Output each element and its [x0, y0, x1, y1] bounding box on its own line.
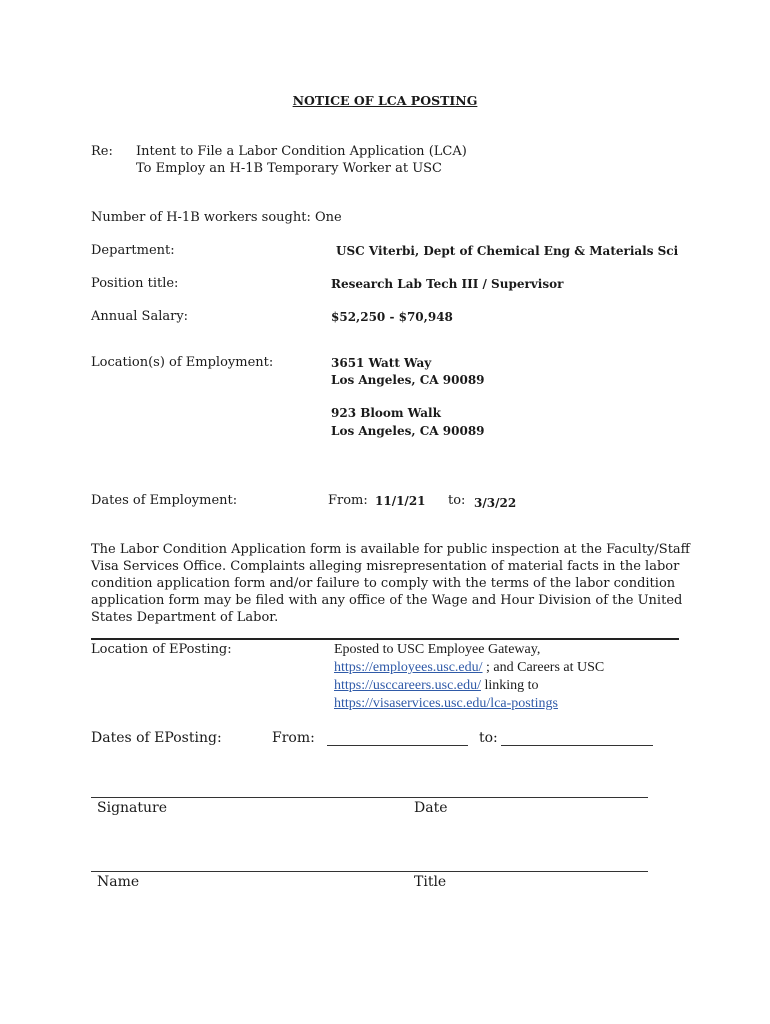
inspection-paragraph: The Labor Condition Application form is available for public inspection at the Faculty/Staff Visa Services Office. Complaints alleging misrepresentation of material facts in the labor condition application form and/or failure to comply with the terms of the labor condition application form may be filed with any office of the Wage and Hour Division of the United States Department of Labor.: [91, 542, 690, 625]
eposting-line-4: [334, 696, 558, 712]
salary-value: $52,250 - $70,948: [331, 310, 453, 324]
dates-employment-from-label: From:: [328, 493, 368, 508]
location-1-line-2: Los Angeles, CA 90089: [331, 373, 485, 387]
dates-employment-label: Dates of Employment:: [91, 493, 238, 508]
dates-eposting-to-label: to:: [479, 730, 498, 746]
location-1-line-1: 3651 Watt Way: [331, 356, 432, 370]
re-label: Re:: [91, 144, 113, 159]
salary-label: Annual Salary:: [91, 309, 189, 324]
page-title: NOTICE OF LCA POSTING: [292, 93, 478, 108]
workers-value: One: [314, 210, 342, 225]
position-label: Position title:: [91, 276, 179, 291]
locations-label: Location(s) of Employment:: [91, 355, 274, 370]
dates-eposting-from-blank: [327, 745, 468, 746]
name-line: [91, 871, 648, 872]
department-label: Department:: [91, 243, 175, 258]
eposting-line-3: [334, 678, 539, 694]
title-label: Title: [414, 874, 447, 890]
employees-link[interactable]: https://employees.usc.edu/: [334, 660, 483, 675]
eposting-line-3-rest: linking to: [480, 678, 539, 693]
eposting-line-2-rest: ; and Careers at USC: [482, 660, 605, 675]
dates-employment-from-value: 11/1/21: [375, 494, 426, 508]
section-divider: [91, 638, 679, 640]
dates-eposting-from-label: From:: [272, 730, 315, 746]
position-value: Research Lab Tech III / Supervisor: [331, 277, 564, 291]
department-value: USC Viterbi, Dept of Chemical Eng & Materials Sci: [336, 244, 679, 258]
location-2-line-2: Los Angeles, CA 90089: [331, 424, 485, 438]
eposting-line-1: Eposted to USC Employee Gateway,: [334, 642, 541, 657]
re-line-2: To Employ an H-1B Temporary Worker at USC: [136, 161, 443, 176]
location-2-line-1: 923 Bloom Walk: [331, 406, 441, 420]
signature-label: Signature: [97, 800, 168, 816]
eposting-line-2: [334, 660, 604, 676]
signature-line: [91, 797, 648, 798]
name-label: Name: [97, 874, 140, 890]
dates-employment-to-value: 3/3/22: [474, 496, 517, 510]
dates-employment-to-label: to:: [448, 493, 466, 508]
date-label: Date: [414, 800, 448, 816]
re-line-1: Intent to File a Labor Condition Application (LCA): [136, 144, 467, 159]
usccareers-link[interactable]: https://usccareers.usc.edu/: [334, 678, 481, 693]
dates-eposting-to-blank: [501, 745, 653, 746]
visaservices-link[interactable]: https://visaservices.usc.edu/lca-postings: [334, 696, 558, 711]
workers-label: Number of H-1B workers sought:: [91, 210, 311, 225]
eposting-location-label: Location of EPosting:: [91, 642, 232, 657]
workers-sought: [91, 210, 342, 225]
dates-eposting-label: Dates of EPosting:: [91, 730, 222, 746]
